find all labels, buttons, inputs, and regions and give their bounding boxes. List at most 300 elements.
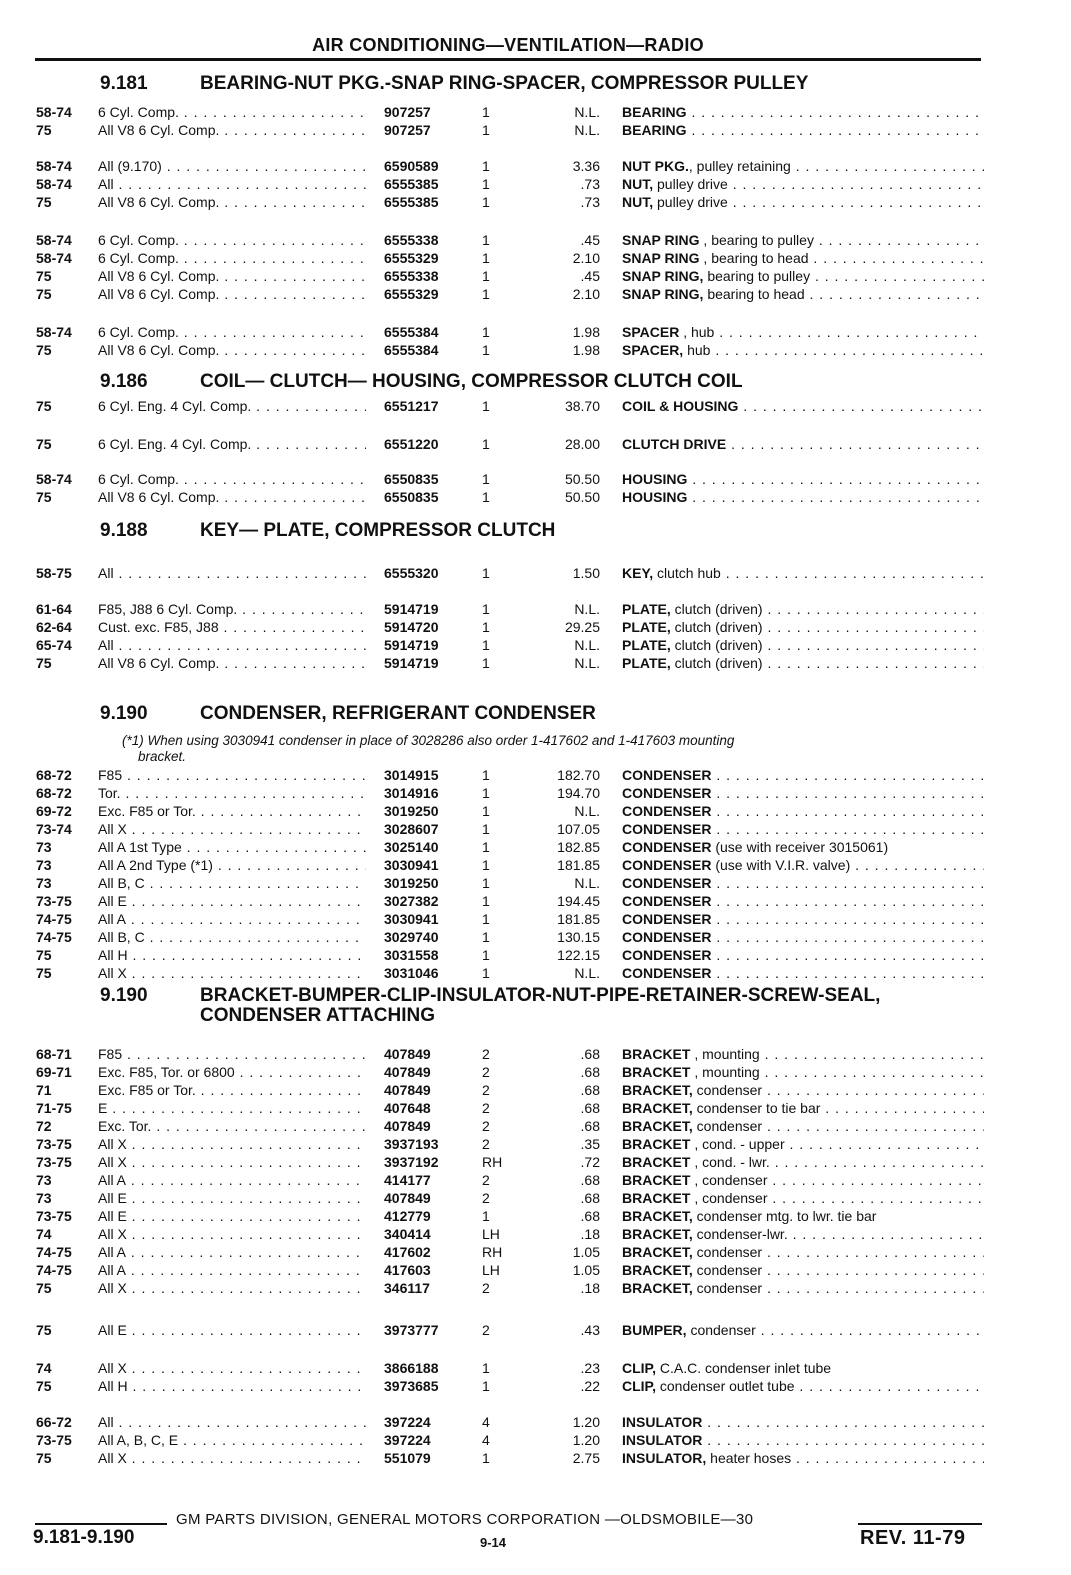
quantity: LH xyxy=(482,1226,500,1242)
part-description xyxy=(622,784,984,802)
part-detail: , cond. - upper xyxy=(690,1136,785,1152)
section-name: KEY— PLATE, COMPRESSOR CLUTCH xyxy=(200,520,556,541)
part-name: CLIP, xyxy=(622,1360,656,1376)
price: 1.05 xyxy=(572,1262,600,1278)
part-description xyxy=(622,654,984,672)
part-name: CONDENSER xyxy=(622,911,712,927)
application: F85, J88 6 Cyl. Comp. . . . xyxy=(98,600,366,618)
part-number: 414177 xyxy=(384,1172,431,1188)
part-name: CONDENSER xyxy=(622,929,712,945)
part-detail: hub xyxy=(683,342,711,358)
part-name: BRACKET, xyxy=(622,1118,693,1134)
quantity: 2 xyxy=(482,1280,490,1296)
application: All A 1st Type . . . xyxy=(98,838,366,856)
part-description xyxy=(622,1279,984,1297)
model-year: 58-74 xyxy=(36,471,72,487)
part-description xyxy=(622,820,984,838)
part-detail: , bearing to head xyxy=(699,250,809,266)
model-year: 58-74 xyxy=(36,158,72,174)
part-detail: condenser xyxy=(692,1244,763,1260)
part-name: CONDENSER xyxy=(622,839,712,855)
model-year: 58-74 xyxy=(36,104,72,120)
quantity: 1 xyxy=(482,565,490,581)
part-row xyxy=(36,341,986,359)
application: F85 . . . xyxy=(98,1045,366,1063)
part-description xyxy=(622,1413,984,1431)
part-name: PLATE, xyxy=(622,637,671,653)
price: 1.98 xyxy=(572,342,600,358)
part-description xyxy=(622,1261,984,1279)
part-row xyxy=(36,1431,986,1449)
part-name: CONDENSER xyxy=(622,875,712,891)
quantity: 1 xyxy=(482,619,490,635)
part-number: 3973685 xyxy=(384,1378,439,1394)
application: All H . . . xyxy=(98,946,366,964)
price: 50.50 xyxy=(564,471,600,487)
part-name: PLATE, xyxy=(622,655,671,671)
section-name: BRACKET-BUMPER-CLIP-INSULATOR-NUT-PIPE-RETAINER-SCREW-SEAL, CONDENSER ATTACHING xyxy=(200,985,881,1026)
part-detail: bearing to head xyxy=(703,286,805,302)
application: All X . . . xyxy=(98,964,366,982)
section-number: 9.190 xyxy=(100,985,148,1006)
part-number: 6550835 xyxy=(384,489,439,505)
part-row xyxy=(36,1261,986,1279)
part-number: 407849 xyxy=(384,1082,431,1098)
application: Tor. . . . xyxy=(98,784,366,802)
part-row xyxy=(36,1153,986,1171)
part-name: CLUTCH DRIVE xyxy=(622,436,727,452)
part-name: INSULATOR xyxy=(622,1414,703,1430)
part-description xyxy=(622,231,984,249)
model-year: 74 xyxy=(36,1360,52,1376)
part-description xyxy=(622,1099,984,1117)
part-row xyxy=(36,910,986,928)
part-number: 3031558 xyxy=(384,947,439,963)
part-row xyxy=(36,1225,986,1243)
quantity: 1 xyxy=(482,104,490,120)
part-name: BEARING xyxy=(622,122,687,138)
price: N.L. xyxy=(574,803,600,819)
part-name: BRACKET, xyxy=(622,1100,693,1116)
application: All H . . . xyxy=(98,1377,366,1395)
quantity: 4 xyxy=(482,1432,490,1448)
quantity: 2 xyxy=(482,1082,490,1098)
price: 1.20 xyxy=(572,1432,600,1448)
quantity: 1 xyxy=(482,232,490,248)
price: .68 xyxy=(580,1082,600,1098)
part-name: SNAP RING, xyxy=(622,268,704,284)
part-row xyxy=(36,1359,986,1377)
part-number: 5914719 xyxy=(384,601,439,617)
part-description xyxy=(622,1171,984,1189)
price: .72 xyxy=(580,1154,600,1170)
part-number: 3019250 xyxy=(384,875,439,891)
section-number: 9.188 xyxy=(100,520,148,541)
part-detail: , condenser xyxy=(690,1190,768,1206)
part-number: 3028607 xyxy=(384,821,439,837)
part-row xyxy=(36,1189,986,1207)
price: .45 xyxy=(580,232,600,248)
price: .68 xyxy=(580,1172,600,1188)
quantity: 2 xyxy=(482,1190,490,1206)
quantity: 2 xyxy=(482,1046,490,1062)
part-row xyxy=(36,249,986,267)
application: Exc. F85, Tor. or 6800 . . . xyxy=(98,1063,366,1081)
model-year: 75 xyxy=(36,489,52,505)
part-number: 6555320 xyxy=(384,565,439,581)
quantity: 1 xyxy=(482,637,490,653)
part-description xyxy=(622,838,984,856)
quantity: 4 xyxy=(482,1414,490,1430)
part-row xyxy=(36,1045,986,1063)
model-year: 73 xyxy=(36,1190,52,1206)
model-year: 58-74 xyxy=(36,324,72,340)
part-name: BRACKET, xyxy=(622,1244,693,1260)
part-detail: pulley drive xyxy=(653,194,728,210)
part-row xyxy=(36,397,986,415)
part-name: CONDENSER xyxy=(622,785,712,801)
quantity: 1 xyxy=(482,286,490,302)
part-row xyxy=(36,157,986,175)
part-number: 5914719 xyxy=(384,655,439,671)
part-detail: , hub xyxy=(679,324,715,340)
price: 181.85 xyxy=(557,911,600,927)
part-name: COIL & HOUSING xyxy=(622,398,739,414)
quantity: 1 xyxy=(482,250,490,266)
part-number: 6555338 xyxy=(384,232,439,248)
application: All V8 6 Cyl. Comp. . . . xyxy=(98,488,366,506)
part-description xyxy=(622,892,984,910)
part-detail: condenser xyxy=(692,1082,763,1098)
section-name: BEARING-NUT PKG.-SNAP RING-SPACER, COMPRESSOR PULLEY xyxy=(200,73,809,94)
price: 2.10 xyxy=(572,250,600,266)
model-year: 68-72 xyxy=(36,767,72,783)
section-number: 9.186 xyxy=(100,371,148,392)
quantity: 1 xyxy=(482,471,490,487)
application: All B, C . . . xyxy=(98,928,366,946)
part-number: 5914720 xyxy=(384,619,439,635)
part-name: BRACKET xyxy=(622,1154,691,1170)
part-name: BEARING xyxy=(622,104,687,120)
part-row xyxy=(36,1279,986,1297)
part-description xyxy=(622,1243,984,1261)
price: .68 xyxy=(580,1064,600,1080)
quantity: 1 xyxy=(482,911,490,927)
application: All A . . . xyxy=(98,1243,366,1261)
model-year: 61-64 xyxy=(36,601,72,617)
model-year: 74-75 xyxy=(36,1244,72,1260)
model-year: 68-71 xyxy=(36,1046,72,1062)
quantity: 1 xyxy=(482,1450,490,1466)
part-description xyxy=(622,600,984,618)
part-description xyxy=(622,946,984,964)
part-number: 6551217 xyxy=(384,398,439,414)
part-description xyxy=(622,1207,984,1225)
part-detail: (use with receiver 3015061) xyxy=(711,839,889,855)
part-detail: heater hoses xyxy=(706,1450,792,1466)
part-name: PLATE, xyxy=(622,601,671,617)
part-detail: , mounting xyxy=(690,1046,760,1062)
part-name: CONDENSER xyxy=(622,803,712,819)
section-number: 9.181 xyxy=(100,73,148,94)
part-row xyxy=(36,874,986,892)
price: 1.98 xyxy=(572,324,600,340)
part-number: 3031046 xyxy=(384,965,439,981)
part-number: 417603 xyxy=(384,1262,431,1278)
part-detail: condenser xyxy=(686,1322,756,1338)
part-description xyxy=(622,175,984,193)
part-row xyxy=(36,1207,986,1225)
model-year: 75 xyxy=(36,286,52,302)
part-description xyxy=(622,157,984,175)
part-name: INSULATOR xyxy=(622,1432,703,1448)
price: N.L. xyxy=(574,601,600,617)
application: All X . . . xyxy=(98,1279,366,1297)
price: 28.00 xyxy=(564,436,600,452)
part-number: 3014915 xyxy=(384,767,439,783)
part-row xyxy=(36,600,986,618)
part-name: INSULATOR, xyxy=(622,1450,707,1466)
application: All . . . xyxy=(98,1413,366,1431)
part-description xyxy=(622,435,984,453)
price: 107.05 xyxy=(557,821,600,837)
part-description xyxy=(622,267,984,285)
application: All X . . . xyxy=(98,820,366,838)
application: 6 Cyl. Comp. . . . xyxy=(98,103,366,121)
quantity: 1 xyxy=(482,324,490,340)
quantity: 1 xyxy=(482,1378,490,1394)
part-name: CONDENSER xyxy=(622,857,712,873)
part-row xyxy=(36,1117,986,1135)
part-description xyxy=(622,470,984,488)
part-name: NUT PKG. xyxy=(622,158,689,174)
quantity: 1 xyxy=(482,875,490,891)
model-year: 74-75 xyxy=(36,929,72,945)
part-number: 340414 xyxy=(384,1226,431,1242)
part-name: BRACKET xyxy=(622,1046,691,1062)
part-description xyxy=(622,928,984,946)
part-number: 3937192 xyxy=(384,1154,439,1170)
part-name: BRACKET xyxy=(622,1172,691,1188)
model-year: 73-75 xyxy=(36,1154,72,1170)
part-row xyxy=(36,285,986,303)
part-description xyxy=(622,564,984,582)
part-description xyxy=(622,1449,984,1467)
part-name: SNAP RING xyxy=(622,232,700,248)
part-row xyxy=(36,323,986,341)
part-detail: C.A.C. condenser inlet tube xyxy=(655,1360,832,1376)
part-description xyxy=(622,964,984,982)
part-description xyxy=(622,1135,984,1153)
quantity: 1 xyxy=(482,1208,490,1224)
application: All A . . . xyxy=(98,910,366,928)
part-row xyxy=(36,892,986,910)
model-year: 58-74 xyxy=(36,232,72,248)
model-year: 73 xyxy=(36,1172,52,1188)
part-number: 407849 xyxy=(384,1046,431,1062)
part-number: 6555329 xyxy=(384,250,439,266)
section-note: (*1) When using 3030941 condenser in place of 3028286 also order 1-417602 and 1-417603 mounting xyxy=(122,733,735,748)
part-number: 6555329 xyxy=(384,286,439,302)
quantity: 1 xyxy=(482,122,490,138)
application: All E . . . xyxy=(98,1207,366,1225)
quantity: 2 xyxy=(482,1118,490,1134)
price: .45 xyxy=(580,268,600,284)
price: 194.70 xyxy=(557,785,600,801)
model-year: 74-75 xyxy=(36,911,72,927)
part-name: CONDENSER xyxy=(622,767,712,783)
part-name: SNAP RING, xyxy=(622,286,704,302)
application: All A . . . xyxy=(98,1171,366,1189)
part-number: 397224 xyxy=(384,1414,431,1430)
application: All . . . xyxy=(98,175,366,193)
part-row xyxy=(36,103,986,121)
part-number: 5914719 xyxy=(384,637,439,653)
price: 1.50 xyxy=(572,565,600,581)
part-row xyxy=(36,175,986,193)
price: N.L. xyxy=(574,104,600,120)
quantity: 1 xyxy=(482,965,490,981)
price: 182.85 xyxy=(557,839,600,855)
part-number: 3019250 xyxy=(384,803,439,819)
footer-rule-right xyxy=(858,1523,982,1525)
part-row xyxy=(36,1377,986,1395)
quantity: 2 xyxy=(482,1172,490,1188)
model-year: 75 xyxy=(36,436,52,452)
model-year: 66-72 xyxy=(36,1414,72,1430)
model-year: 75 xyxy=(36,1322,52,1338)
part-name: BRACKET, xyxy=(622,1208,693,1224)
price: .73 xyxy=(580,176,600,192)
application: 6 Cyl. Eng. 4 Cyl. Comp. . . . xyxy=(98,397,366,415)
part-description xyxy=(622,1153,984,1171)
part-description xyxy=(622,856,984,874)
application: 6 Cyl. Comp. . . . xyxy=(98,323,366,341)
application: All A . . . xyxy=(98,1261,366,1279)
model-year: 62-64 xyxy=(36,619,72,635)
part-name: HOUSING xyxy=(622,489,688,505)
model-year: 73-75 xyxy=(36,1432,72,1448)
part-description xyxy=(622,121,984,139)
quantity: 1 xyxy=(482,601,490,617)
price: .68 xyxy=(580,1100,600,1116)
part-number: 407849 xyxy=(384,1064,431,1080)
price: 182.70 xyxy=(557,767,600,783)
application: All X . . . xyxy=(98,1153,366,1171)
model-year: 71-75 xyxy=(36,1100,72,1116)
part-description xyxy=(622,1321,984,1339)
part-description xyxy=(622,1045,984,1063)
part-name: NUT, xyxy=(622,176,654,192)
part-description xyxy=(622,910,984,928)
part-row xyxy=(36,784,986,802)
application: All E . . . xyxy=(98,892,366,910)
price: .68 xyxy=(580,1118,600,1134)
application: All E . . . xyxy=(98,1321,366,1339)
application: All V8 6 Cyl. Comp. . . . xyxy=(98,193,366,211)
part-name: BRACKET, xyxy=(622,1226,693,1242)
part-name: KEY, xyxy=(622,565,654,581)
part-row xyxy=(36,1099,986,1117)
part-detail: condenser xyxy=(692,1118,763,1134)
part-row xyxy=(36,838,986,856)
part-detail: condenser mtg. to lwr. tie bar xyxy=(692,1208,877,1224)
part-detail: clutch (driven) xyxy=(670,619,763,635)
model-year: 69-72 xyxy=(36,803,72,819)
application: 6 Cyl. Comp. . . . xyxy=(98,231,366,249)
quantity: 1 xyxy=(482,929,490,945)
price: 122.15 xyxy=(557,947,600,963)
part-row xyxy=(36,1413,986,1431)
price: .23 xyxy=(580,1360,600,1376)
part-detail: condenser xyxy=(692,1262,763,1278)
quantity: 1 xyxy=(482,176,490,192)
model-year: 72 xyxy=(36,1118,52,1134)
model-year: 75 xyxy=(36,398,52,414)
application: All . . . xyxy=(98,564,366,582)
application: Cust. exc. F85, J88 . . . xyxy=(98,618,366,636)
part-description xyxy=(622,323,984,341)
application: All E . . . xyxy=(98,1189,366,1207)
quantity: 1 xyxy=(482,194,490,210)
model-year: 58-75 xyxy=(36,565,72,581)
part-row xyxy=(36,1081,986,1099)
price: 194.45 xyxy=(557,893,600,909)
part-number: 407849 xyxy=(384,1190,431,1206)
part-description xyxy=(622,1189,984,1207)
part-name: SNAP RING xyxy=(622,250,700,266)
application: All V8 6 Cyl. Comp. . . . xyxy=(98,121,366,139)
part-detail: clutch (driven) xyxy=(670,601,763,617)
application: All . . . xyxy=(98,636,366,654)
application: Exc. F85 or Tor. . . . xyxy=(98,802,366,820)
part-row xyxy=(36,618,986,636)
part-detail: condenser xyxy=(692,1280,763,1296)
price: N.L. xyxy=(574,965,600,981)
quantity: 1 xyxy=(482,158,490,174)
part-detail: , cond. - lwr. xyxy=(690,1154,770,1170)
part-row xyxy=(36,1063,986,1081)
part-number: 3937193 xyxy=(384,1136,439,1152)
part-detail: clutch (driven) xyxy=(670,637,763,653)
price: 2.10 xyxy=(572,286,600,302)
part-row xyxy=(36,193,986,211)
price: N.L. xyxy=(574,122,600,138)
model-year: 73 xyxy=(36,875,52,891)
part-description xyxy=(622,341,984,359)
model-year: 75 xyxy=(36,268,52,284)
part-row xyxy=(36,766,986,784)
part-name: SPACER, xyxy=(622,342,684,358)
part-name: BRACKET, xyxy=(622,1280,693,1296)
section-note-continued: bracket. xyxy=(138,749,187,764)
part-number: 6555384 xyxy=(384,342,439,358)
section-title xyxy=(100,372,980,391)
part-description xyxy=(622,1225,984,1243)
part-number: 3030941 xyxy=(384,857,439,873)
part-number: 6555385 xyxy=(384,176,439,192)
model-year: 74-75 xyxy=(36,1262,72,1278)
part-name: BRACKET, xyxy=(622,1082,693,1098)
part-number: 3014916 xyxy=(384,785,439,801)
part-description xyxy=(622,1377,984,1395)
part-detail: condenser outlet tube xyxy=(655,1378,795,1394)
price: .43 xyxy=(580,1322,600,1338)
application: All B, C . . . xyxy=(98,874,366,892)
part-detail: clutch (driven) xyxy=(670,655,763,671)
price: N.L. xyxy=(574,655,600,671)
part-number: 3029740 xyxy=(384,929,439,945)
